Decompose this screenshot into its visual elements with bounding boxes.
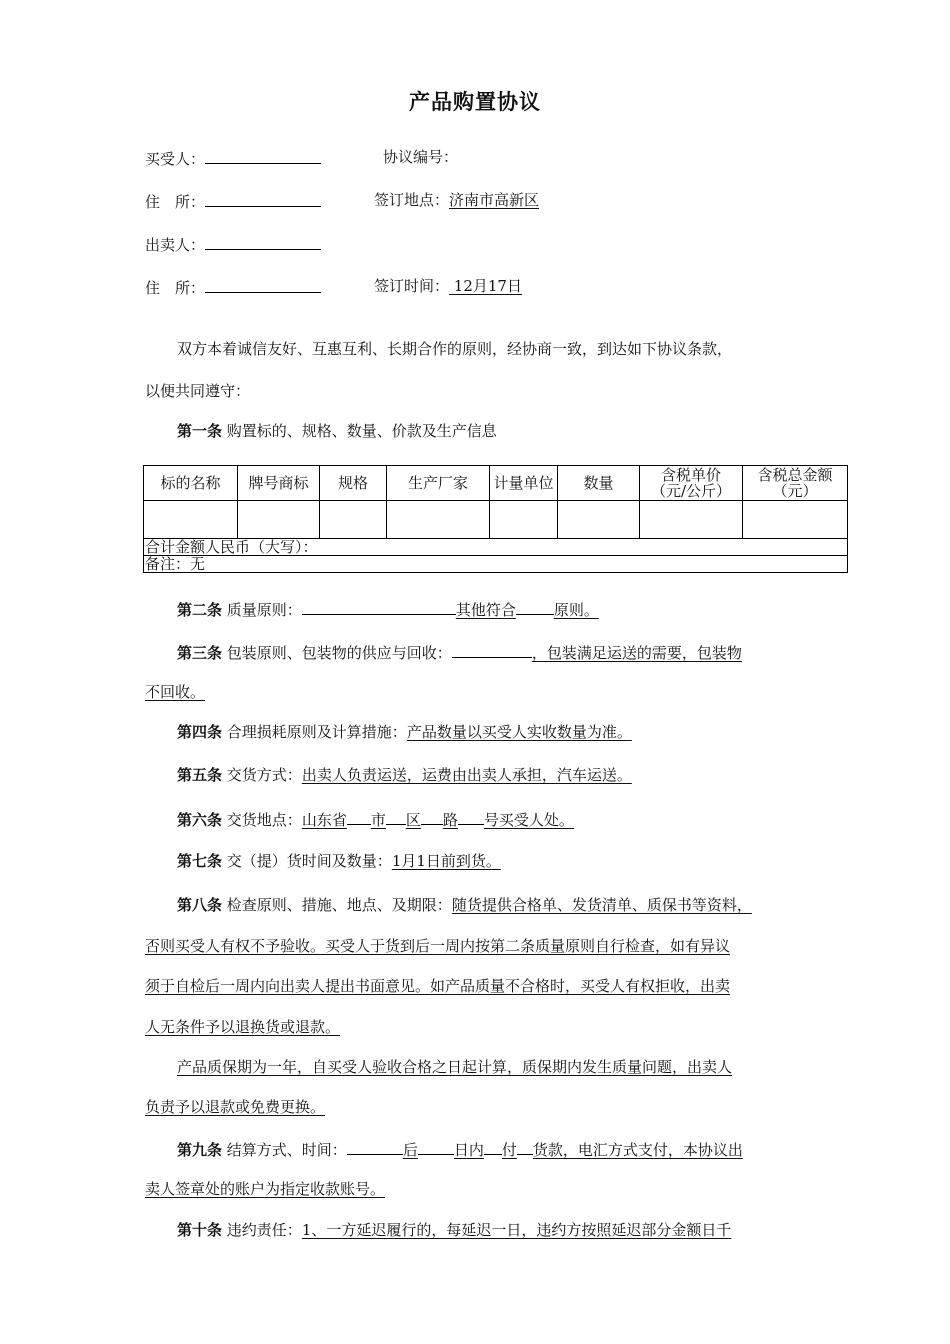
article-9-after: 后 (402, 1141, 418, 1159)
sign-place-value: 济南市高新区 (449, 191, 540, 209)
article-9-days: 日内 (453, 1141, 484, 1159)
seller-row (145, 233, 321, 255)
header-unit-price-line-2: （元/公斤） (650, 482, 732, 500)
warranty-line-2-row (145, 1097, 325, 1117)
article-5 (177, 765, 632, 785)
article-7-text: 1月1日前到货。 (391, 852, 501, 870)
goods-table (143, 465, 848, 573)
header-cell: 标的名称 (144, 466, 238, 501)
sign-time-row (374, 276, 522, 296)
article-6-head: 第六条 (177, 811, 223, 829)
seller-label: 出卖人： (145, 236, 206, 254)
article-8 (177, 895, 752, 915)
article-7-head: 第七条 (177, 852, 223, 870)
warranty-line-1-row (177, 1057, 732, 1077)
total-amount-cell: 合计金额人民币（大写）： (144, 539, 848, 556)
seller-address-label: 住 所： (145, 279, 206, 297)
article-6-province: 山东省 (301, 811, 347, 829)
article-3-text-2: 不回收。 (145, 683, 206, 701)
article-3 (177, 641, 742, 663)
article-5-head: 第五条 (177, 766, 223, 784)
table-cell (743, 501, 848, 539)
agreement-no-label: 协议编号： (383, 148, 459, 166)
table-cell (558, 501, 640, 539)
buyer-address-blank (205, 190, 321, 207)
article-1-head: 第一条 (177, 422, 223, 440)
article-6-district: 区 (405, 811, 421, 829)
sign-time-label: 签订时间： (374, 277, 450, 295)
article-10-head: 第十条 (177, 1221, 223, 1239)
header-cell: 生产厂家 (387, 466, 490, 501)
article-2-head: 第二条 (177, 601, 223, 619)
seller-address-blank (205, 276, 321, 293)
table-cell (144, 501, 238, 539)
article-9-label: 结算方式、时间： (226, 1141, 347, 1159)
article-3-cont (145, 682, 205, 702)
sign-place-row (374, 190, 539, 210)
article-8-line-4: 人无条件予以退换货或退款。 (145, 1018, 341, 1036)
article-9-head: 第九条 (177, 1141, 223, 1159)
article-6-number: 号买受人处。 (483, 811, 574, 829)
article-8-line-3-row (145, 976, 730, 996)
article-1-text: 购置标的、规格、数量、价款及生产信息 (226, 422, 497, 440)
article-5-label: 交货方式： (226, 766, 302, 784)
remark-row (144, 556, 848, 573)
article-7 (177, 851, 501, 871)
article-9-blank-2 (418, 1138, 454, 1155)
seller-address-row (145, 276, 321, 298)
header-total-line-1: 含税总金额 (757, 466, 833, 484)
article-8-line-4-row (145, 1017, 340, 1037)
article-10 (177, 1220, 731, 1240)
article-3-text-1: ，包装满足运送的需要，包装物 (531, 644, 742, 662)
page-title: 产品购置协议 (409, 90, 541, 114)
remark-cell: 备注：无 (144, 556, 848, 573)
article-9-blank-1 (347, 1138, 403, 1155)
article-2-blank-2 (516, 598, 554, 615)
article-1 (177, 421, 497, 441)
buyer-row (145, 147, 321, 169)
article-2-end: 原则。 (553, 601, 599, 619)
article-6-blank-1 (347, 808, 371, 825)
table-cell (387, 501, 490, 539)
sign-time-value: 12月17日 (449, 277, 522, 295)
article-10-label: 违约责任： (226, 1221, 302, 1239)
seller-blank (205, 233, 321, 250)
article-8-head: 第八条 (177, 896, 223, 914)
header-cell: 计量单位 (490, 466, 558, 501)
article-8-line-2: 否则买受人有权不予验收。买受人于货到后一周内按第二条质量原则自行检查，如有异议 (145, 937, 731, 955)
buyer-blank (205, 147, 321, 164)
agreement-no-row (383, 147, 458, 167)
article-9-payment: 货款，电汇方式支付，本协议出 (532, 1141, 743, 1159)
article-9-blank-3 (484, 1138, 502, 1155)
article-5-text: 出卖人负责运送，运费由出卖人承担，汽车运送。 (301, 766, 632, 784)
buyer-address-row (145, 190, 321, 212)
article-4-text: 产品数量以买受人实收数量为准。 (406, 723, 632, 741)
article-6-label: 交货地点： (226, 811, 302, 829)
article-7-label: 交（提）货时间及数量： (226, 852, 392, 870)
article-2-blank (302, 598, 456, 615)
header-cell: 数量 (558, 466, 640, 501)
warranty-line-2: 负责予以退款或免费更换。 (145, 1098, 326, 1116)
article-2-mid: 其他符合 (455, 601, 516, 619)
article-9-line-2-row (145, 1179, 385, 1199)
total-row (144, 539, 848, 556)
article-8-line-1: 随货提供合格单、发货清单、质保书等资料， (451, 896, 752, 914)
article-6-blank-4 (458, 808, 484, 825)
article-3-label: 包装原则、包装物的供应与回收： (226, 644, 452, 662)
intro-line-1: 双方本着诚信友好、互惠互利、长期合作的原则，经协商一致，到达如下协议条款， (177, 340, 733, 358)
article-3-head: 第三条 (177, 644, 223, 662)
article-8-line-2-row (145, 936, 730, 956)
table-cell (490, 501, 558, 539)
article-6-blank-3 (421, 808, 443, 825)
article-4 (177, 722, 632, 742)
buyer-address-label: 住 所： (145, 193, 206, 211)
article-4-head: 第四条 (177, 723, 223, 741)
article-9-line-2: 卖人签章处的账户为指定收款账号。 (145, 1180, 386, 1198)
header-cell-unit-price (640, 466, 743, 501)
article-6 (177, 808, 574, 830)
warranty-line-1: 产品质保期为一年，自买受人验收合格之日起计算，质保期内发生质量问题，出卖人 (177, 1058, 733, 1076)
article-8-line-3: 须于自检后一周内向出卖人提出书面意见。如产品质量不合格时，买受人有权拒收，出卖 (145, 977, 731, 995)
article-6-blank-2 (386, 808, 406, 825)
header-total-line-2: （元） (772, 482, 818, 500)
article-9 (177, 1138, 743, 1160)
article-8-label: 检查原则、措施、地点、及期限： (226, 896, 452, 914)
buyer-label: 买受人： (145, 150, 206, 168)
table-cell (320, 501, 387, 539)
article-2 (177, 598, 599, 620)
header-cell-total (743, 466, 848, 501)
article-10-text: 1、一方延迟履行的，每延迟一日，违约方按照延迟部分金额日千 (301, 1221, 732, 1239)
table-cell (238, 501, 320, 539)
article-6-city: 市 (370, 811, 386, 829)
header-unit-price-line-1: 含税单价 (660, 466, 721, 484)
article-9-pay: 付 (501, 1141, 517, 1159)
article-4-label: 合理损耗原则及计算措施： (226, 723, 407, 741)
article-2-label: 质量原则： (226, 601, 302, 619)
table-row (144, 501, 848, 539)
header-cell: 牌号商标 (238, 466, 320, 501)
table-header-row (144, 466, 848, 501)
header-cell: 规格 (320, 466, 387, 501)
intro-line-2: 以便共同遵守： (145, 382, 251, 400)
table-cell (640, 501, 743, 539)
article-9-blank-4 (517, 1138, 533, 1155)
sign-place-label: 签订地点： (374, 191, 450, 209)
article-3-blank (452, 641, 532, 658)
article-6-road: 路 (442, 811, 458, 829)
